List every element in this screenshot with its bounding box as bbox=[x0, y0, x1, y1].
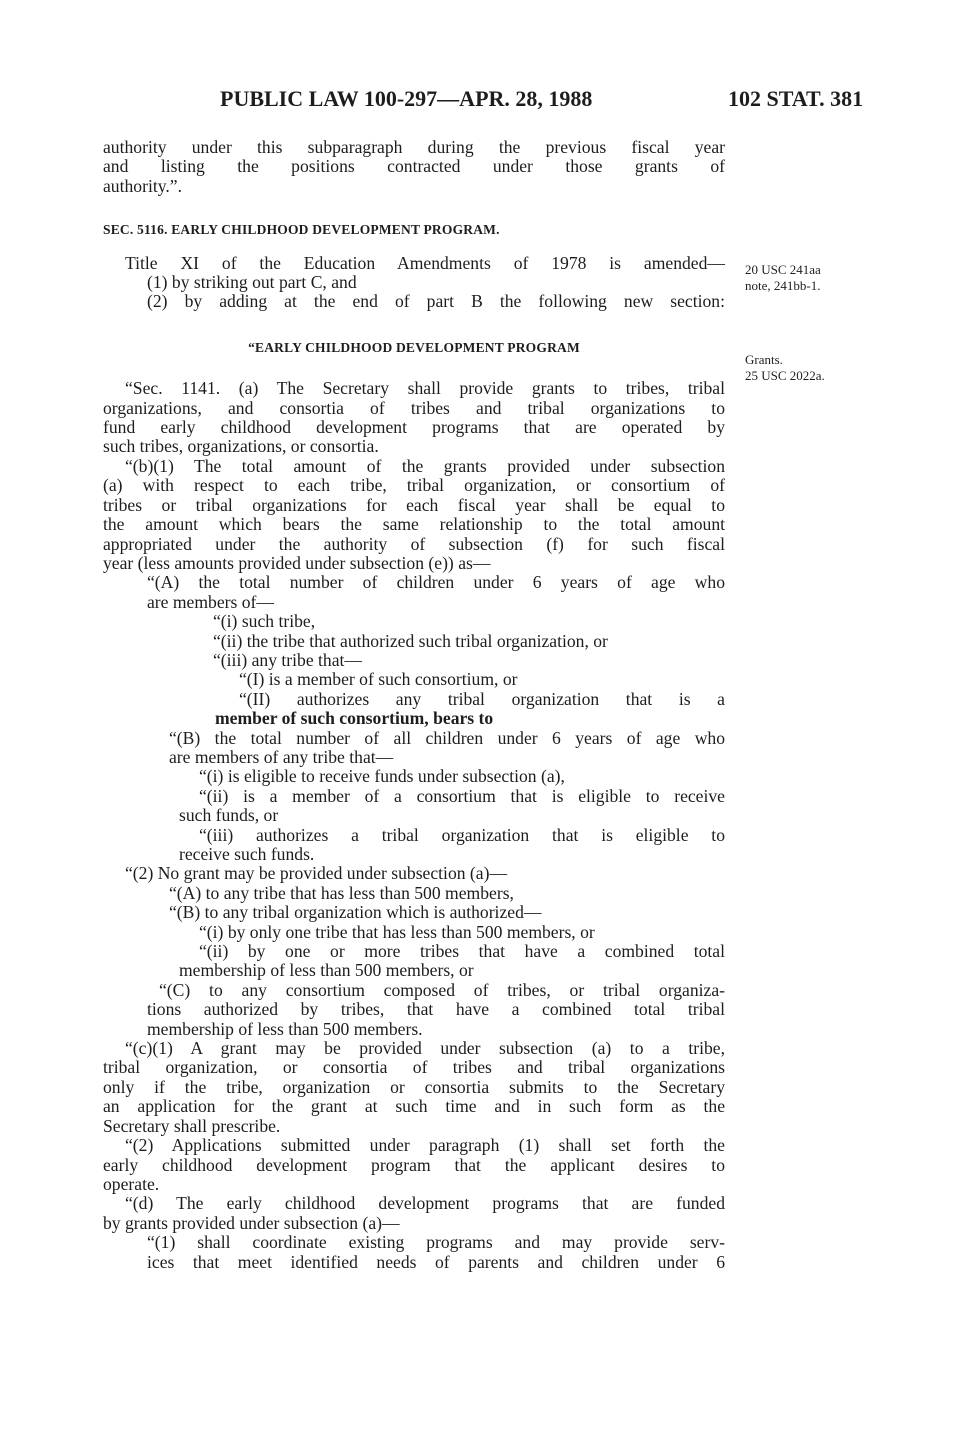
text-line: operate. bbox=[103, 1173, 160, 1194]
margin-citation-line: 20 USC 241aa bbox=[745, 262, 821, 277]
text-line: “(i) such tribe, bbox=[213, 611, 316, 632]
body-text bbox=[103, 138, 725, 1272]
margin-grants-label: Grants. bbox=[745, 352, 783, 367]
text-line: tribes or tribal organizations for each fiscal year shall be equal to bbox=[103, 494, 725, 515]
text-line: authority.”. bbox=[103, 175, 182, 196]
text-line: “(2) No grant may be provided under subsection (a)— bbox=[125, 863, 508, 884]
text-line: Title XI of the Education Amendments of 1978 is amended— bbox=[125, 252, 725, 273]
text-line: “(ii) is a member of a consortium that is eligible to receive bbox=[199, 785, 725, 806]
text-line: authority under this subparagraph during the previous fiscal year bbox=[103, 137, 725, 157]
text-line: tions authorized by tribes, that have a combined total tribal bbox=[147, 999, 725, 1020]
text-line: fund early childhood development programs that are operated by bbox=[103, 417, 725, 438]
text-line: Secretary shall prescribe. bbox=[103, 1115, 281, 1136]
text-line: “(iii) any tribe that— bbox=[213, 649, 363, 670]
text-line: early childhood development program that the applicant desires to bbox=[103, 1154, 725, 1175]
text-line: “(iii) authorizes a tribal organization that is eligible to bbox=[199, 824, 725, 845]
text-line: organizations, and consortia of tribes and tribal organizations to bbox=[103, 397, 725, 418]
text-line: “(II) authorizes any tribal organization that is a bbox=[239, 688, 725, 709]
running-header bbox=[0, 86, 972, 116]
text-line: “(B) to any tribal organization which is authorized— bbox=[169, 902, 542, 923]
margin-citation-line: note, 241bb-1. bbox=[745, 278, 821, 293]
text-line: membership of less than 500 members. bbox=[147, 1018, 423, 1039]
text-line: “(ii) the tribe that authorized such tribal organization, or bbox=[213, 630, 608, 651]
header-title: PUBLIC LAW 100-297—APR. 28, 1988 bbox=[220, 86, 593, 111]
text-line: such tribes, organizations, or consortia. bbox=[103, 436, 379, 457]
text-line: “Sec. 1141. (a) The Secretary shall provide grants to tribes, tribal bbox=[125, 378, 725, 399]
text-line: “(b)(1) The total amount of the grants provided under subsection bbox=[125, 455, 725, 476]
text-line: “(1) shall coordinate existing programs and may provide serv- bbox=[147, 1232, 725, 1253]
text-line: (a) with respect to each tribe, tribal organization, or consortium of bbox=[103, 475, 725, 496]
text-line: “(2) Applications submitted under paragraph (1) shall set forth the bbox=[125, 1135, 725, 1156]
margin-citation-line: 25 USC 2022a. bbox=[745, 368, 825, 383]
text-line: and listing the positions contracted under those grants of bbox=[103, 156, 725, 177]
text-line: such funds, or bbox=[179, 805, 279, 826]
text-line: membership of less than 500 members, or bbox=[179, 960, 474, 981]
text-line: an application for the grant at such time and in such form as the bbox=[103, 1096, 725, 1117]
text-line: are members of— bbox=[147, 591, 275, 612]
section-heading: SEC. 5116. EARLY CHILDHOOD DEVELOPMENT PROGRAM. bbox=[103, 222, 500, 238]
text-line: “(c)(1) A grant may be provided under subsection (a) to a tribe, bbox=[125, 1038, 725, 1059]
text-line: (1) by striking out part C, and bbox=[147, 272, 357, 293]
text-line: by grants provided under subsection (a)— bbox=[103, 1212, 400, 1233]
text-line: “(ii) by one or more tribes that have a combined total bbox=[199, 941, 725, 962]
text-line: member of such consortium, bears to bbox=[215, 708, 494, 729]
text-line: “(i) by only one tribe that has less than 500 members, or bbox=[199, 921, 595, 942]
margin-note-citation bbox=[745, 262, 821, 294]
text-line: “(B) the total number of all children under 6 years of age who bbox=[169, 727, 725, 748]
text-line: year (less amounts provided under subsection (e)) as— bbox=[103, 552, 491, 573]
text-line: receive such funds. bbox=[179, 844, 315, 864]
text-line: ices that meet identified needs of parents and children under 6 bbox=[147, 1251, 725, 1272]
text-line: appropriated under the authority of subsection (f) for such fiscal bbox=[103, 533, 725, 554]
section-title: “EARLY CHILDHOOD DEVELOPMENT PROGRAM bbox=[248, 339, 580, 355]
text-line: “(A) to any tribe that has less than 500 members, bbox=[169, 882, 514, 903]
header-stat-page: 102 STAT. 381 bbox=[728, 86, 864, 111]
text-line: are members of any tribe that— bbox=[169, 746, 394, 767]
text-line: only if the tribe, organization or consortia submits to the Secretary bbox=[103, 1076, 725, 1097]
text-line: “(I) is a member of such consortium, or bbox=[239, 669, 518, 690]
text-line: “(i) is eligible to receive funds under subsection (a), bbox=[199, 766, 565, 787]
text-line: “(A) the total number of children under 6 years of age who bbox=[147, 572, 725, 593]
text-line: tribal organization, or consortia of tribes and tribal organizations bbox=[103, 1057, 725, 1078]
text-line: the amount which bears the same relationship to the total amount bbox=[103, 514, 725, 535]
text-line: “(C) to any consortium composed of tribes, or tribal organiza- bbox=[159, 979, 725, 1000]
text-line: “(d) The early childhood development programs that are funded bbox=[125, 1193, 725, 1214]
margin-note-grants bbox=[745, 352, 825, 384]
text-line: (2) by adding at the end of part B the following new section: bbox=[147, 291, 725, 312]
